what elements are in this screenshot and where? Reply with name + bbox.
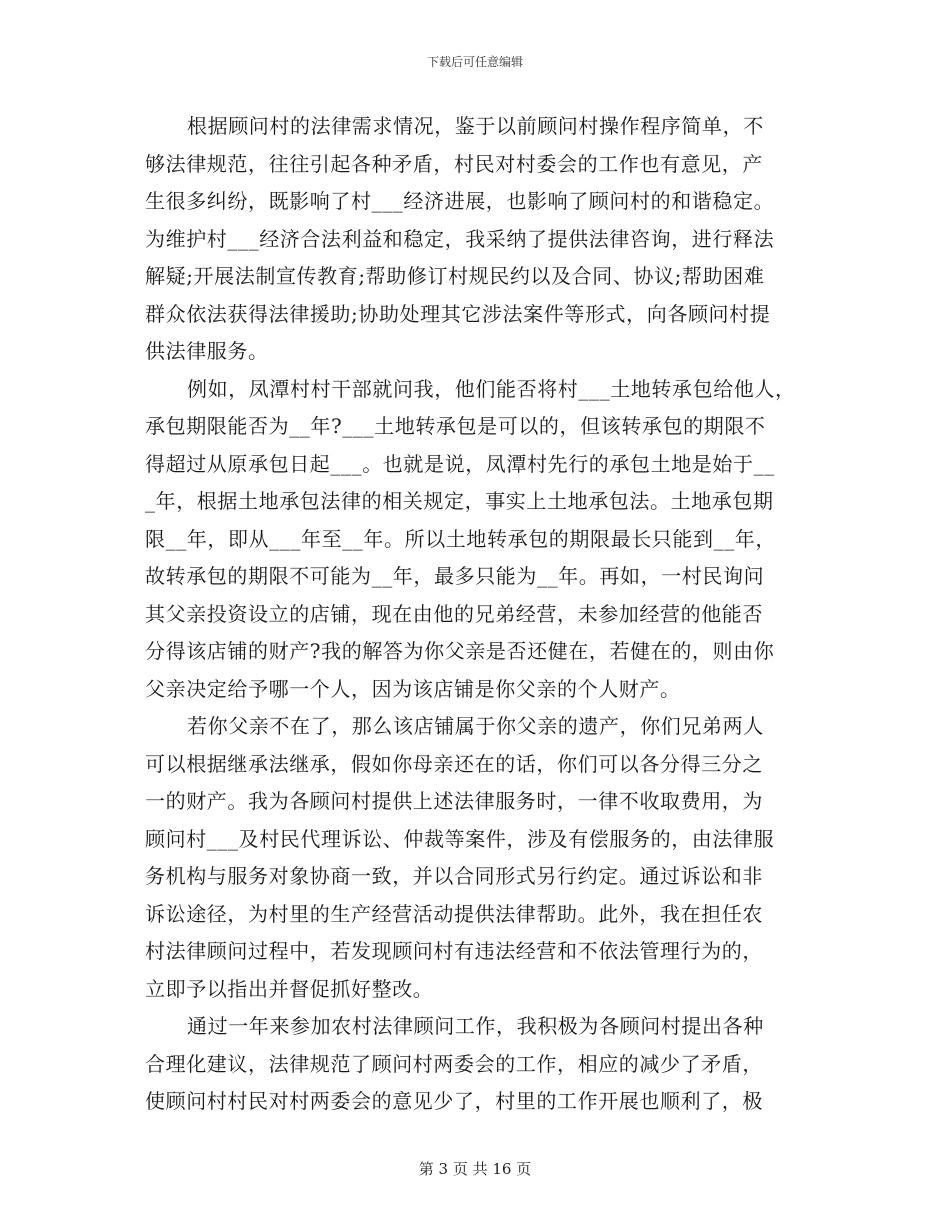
paragraph-1 <box>145 108 810 371</box>
text-line: _年，根据土地承包法律的相关规定，事实上土地承包法。土地承包期 <box>145 489 774 513</box>
text-line: 使顾问村村民对村两委会的意见少了，村里的工作开展也顺利了，极 <box>145 1089 763 1113</box>
text-line: 可以根据继承法继承，假如你母亲还在的话，你们可以各分得三分之 <box>145 751 763 776</box>
document-body <box>145 108 810 1121</box>
paragraph-3 <box>145 708 810 1008</box>
text-line: 供法律服务。 <box>145 339 269 363</box>
text-line: 承包期限能否为__年?___土地转承包是可以的，但该转承包的期限不 <box>145 414 766 438</box>
text-line: 得超过从原承包日起___。也就是说，凤潭村先行的承包土地是始于__ <box>145 451 775 476</box>
text-line: 其父亲投资设立的店铺，现在由他的兄弟经营，未参加经营的他能否 <box>145 601 763 626</box>
text-line: 限__年，即从___年至__年。所以土地转承包的期限最长只能到__年， <box>145 526 776 551</box>
text-line: 例如，凤潭村村干部就问我，他们能否将村___土地转承包给他人， <box>187 376 796 401</box>
page-number: 第 3 页 共 16 页 <box>418 1160 532 1178</box>
text-line: 通过一年来参加农村法律顾问工作，我积极为各顾问村提出各种 <box>187 1014 764 1038</box>
text-line: 村法律顾问过程中，若发现顾问村有违法经营和不依法管理行为的， <box>145 939 763 963</box>
text-line: 故转承包的期限不可能为__年，最多只能为__年。再如，一村民询问 <box>145 564 765 588</box>
text-line: 若你父亲不在了，那么该店铺属于你父亲的遗产，你们兄弟两人 <box>187 714 764 738</box>
text-line: 合理化建议，法律规范了顾问村两委会的工作，相应的减少了矛盾， <box>145 1051 763 1076</box>
text-line: 群众依法获得法律援助;协助处理其它涉法案件等形式，向各顾问村提 <box>145 301 771 326</box>
text-line: 立即予以指出并督促抓好整改。 <box>145 976 434 1001</box>
text-line: 诉讼途径，为村里的生产经营活动提供法律帮助。此外，我在担任农 <box>145 901 763 926</box>
text-line: 为维护村___经济合法利益和稳定，我采纳了提供法律咨询，进行释法 <box>145 226 775 251</box>
text-line: 根据顾问村的法律需求情况，鉴于以前顾问村操作程序简单，不 <box>187 114 764 138</box>
text-line: 务机构与服务对象协商一致，并以合同形式另行约定。通过诉讼和非 <box>145 864 763 888</box>
text-line: 够法律规范，往往引起各种矛盾，村民对村委会的工作也有意见，产 <box>145 151 763 176</box>
text-line: 解疑;开展法制宣传教育;帮助修订村规民约以及合同、协议;帮助困难 <box>145 264 765 288</box>
text-line: 一的财产。我为各顾问村提供上述法律服务时，一律不收取费用，为 <box>145 789 763 813</box>
text-line: 父亲决定给予哪一个人，因为该店铺是你父亲的个人财产。 <box>145 676 681 701</box>
paragraph-4 <box>145 1008 810 1121</box>
page-header-note: 下载后可任意编辑 <box>426 55 523 69</box>
paragraph-2 <box>145 371 810 709</box>
text-line: 生很多纠纷，既影响了村___经济进展，也影响了顾问村的和谐稳定。 <box>145 189 775 213</box>
text-line: 分得该店铺的财产?我的解答为你父亲是否还健在，若健在的，则由你 <box>145 639 775 663</box>
text-line: 顾问村___及村民代理诉讼、仲裁等案件，涉及有偿服务的，由法律服 <box>145 826 775 851</box>
